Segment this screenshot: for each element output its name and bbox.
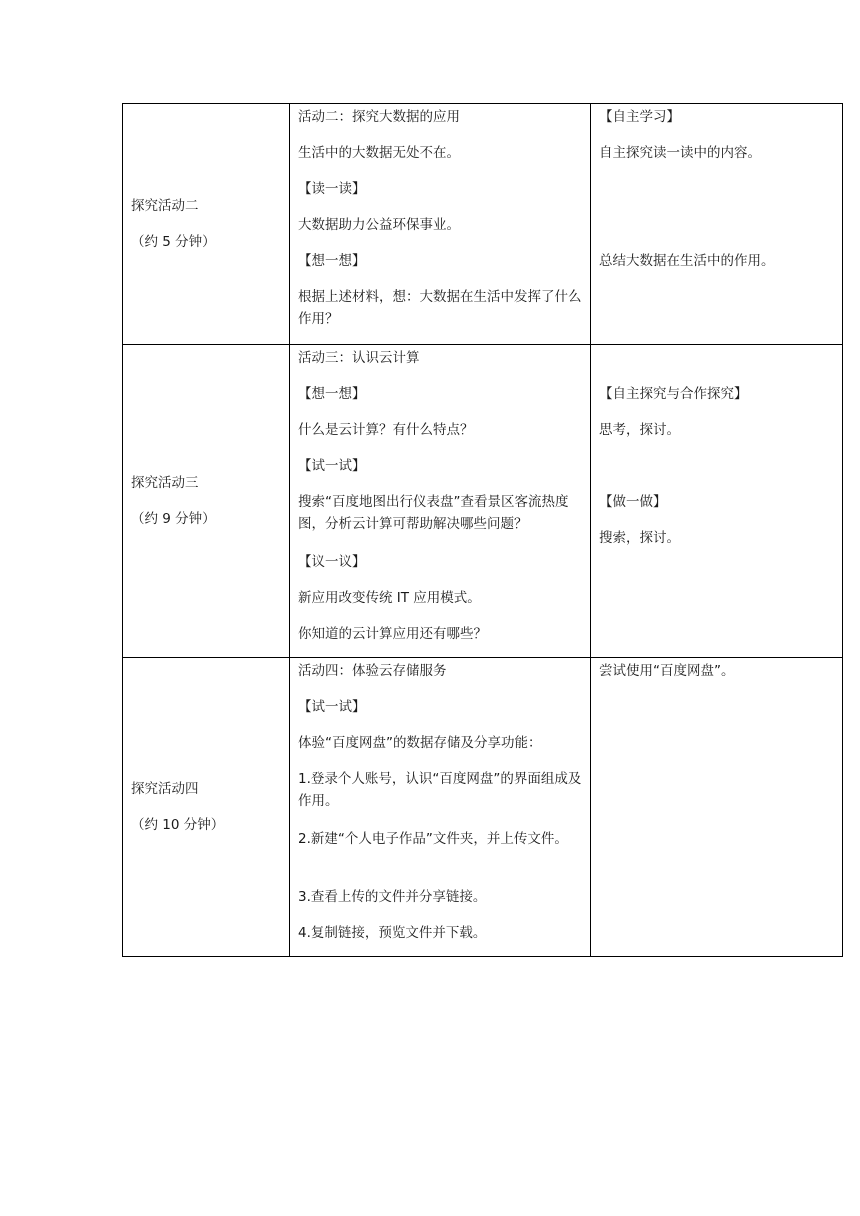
activity-cell <box>290 104 591 345</box>
student-line: 【做一做】 <box>599 494 667 510</box>
activity-line: 1.登录个人账号，认识“百度网盘”的界面组成及作用。 <box>298 771 582 809</box>
activity-line: 活动三：认识云计算 <box>298 350 420 366</box>
activity-line: 你知道的云计算应用还有哪些？ <box>298 626 487 642</box>
activity-cell <box>290 658 591 957</box>
table-row <box>123 345 843 658</box>
activity-line: 3.查看上传的文件并分享链接。 <box>298 889 487 905</box>
stage-name: 探究活动三 <box>131 475 199 491</box>
activity-line: 【读一读】 <box>298 181 366 197</box>
stage-time: （约 5 分钟） <box>131 234 216 250</box>
activity-line: 【试一试】 <box>298 699 366 715</box>
stage-cell <box>123 658 290 957</box>
activity-line: 【想一想】 <box>298 253 366 269</box>
stage-cell <box>123 345 290 658</box>
stage-name: 探究活动二 <box>131 198 199 214</box>
stage-cell <box>123 104 290 345</box>
activity-line: 2.新建“个人电子作品”文件夹，并上传文件。 <box>298 831 568 847</box>
stage-time: （约 9 分钟） <box>131 511 216 527</box>
stage-name: 探究活动四 <box>131 781 199 797</box>
activity-line: 大数据助力公益环保事业。 <box>298 217 460 233</box>
activity-line: 活动四：体验云存储服务 <box>298 663 447 679</box>
stage-time: （约 10 分钟） <box>131 817 225 833</box>
activity-cell <box>290 345 591 658</box>
student-line: 思考，探讨。 <box>599 422 680 438</box>
student-cell <box>591 658 843 957</box>
activity-line: 什么是云计算？有什么特点？ <box>298 422 474 438</box>
activity-line: 【想一想】 <box>298 386 366 402</box>
table-row <box>123 658 843 957</box>
activity-line: 生活中的大数据无处不在。 <box>298 145 460 161</box>
activity-line: 【议一议】 <box>298 554 366 570</box>
activity-line: 【试一试】 <box>298 458 366 474</box>
activity-line: 4.复制链接，预览文件并下载。 <box>298 925 487 941</box>
student-line: 【自主探究与合作探究】 <box>599 386 748 402</box>
activity-line: 活动二：探究大数据的应用 <box>298 109 460 125</box>
student-line: 自主探究读一读中的内容。 <box>599 145 761 161</box>
student-cell <box>591 104 843 345</box>
lesson-plan-table <box>122 103 843 957</box>
activity-line: 体验“百度网盘”的数据存储及分享功能： <box>298 735 542 751</box>
student-cell <box>591 345 843 658</box>
activity-line: 根据上述材料，想：大数据在生活中发挥了什么作用？ <box>298 289 582 327</box>
table-row <box>123 104 843 345</box>
activity-line: 新应用改变传统 IT 应用模式。 <box>298 590 481 606</box>
student-line: 总结大数据在生活中的作用。 <box>599 253 775 269</box>
student-line: 搜索，探讨。 <box>599 530 680 546</box>
activity-line: 搜索“百度地图出行仪表盘”查看景区客流热度图，分析云计算可帮助解决哪些问题？ <box>298 494 569 532</box>
student-line: 【自主学习】 <box>599 109 680 125</box>
student-line: 尝试使用“百度网盘”。 <box>599 663 735 679</box>
